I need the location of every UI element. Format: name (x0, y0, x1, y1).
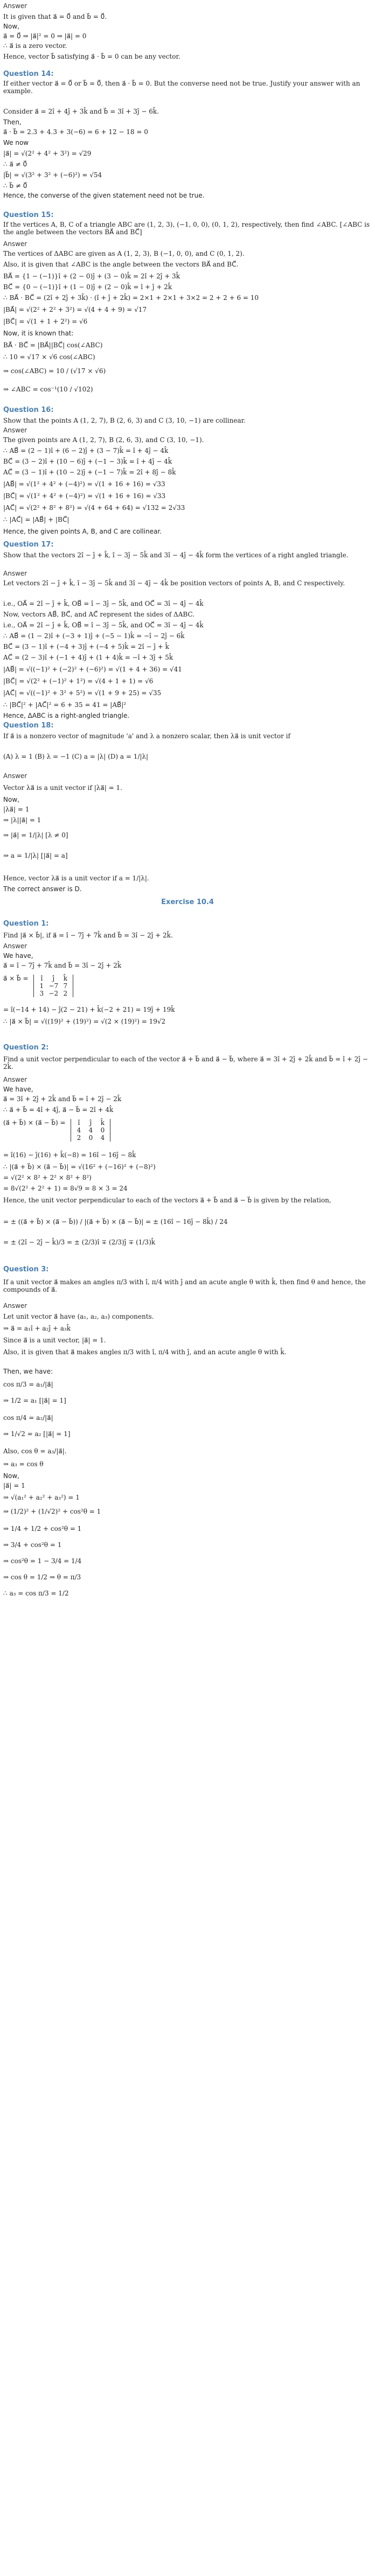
matrix-cell: k̂ (100, 1119, 105, 1126)
matrix-cell: î (40, 975, 43, 982)
text-line: ⇒ √(a₁² + a₂² + a₃²) = 1 (3, 1494, 80, 1501)
matrix-cell: 0 (88, 1134, 93, 1142)
text-line: |a⃗| = 1 (3, 1482, 25, 1489)
exercise-heading: Exercise 10.4 (161, 898, 214, 906)
text-line: The given points are A (1, 2, 7), B (2, 6, 3), and C (3, 10, −1). (3, 436, 204, 444)
text-line: We have, (3, 1086, 33, 1093)
text-line: ∴ BA⃗ · BC⃗ = (2î + 2ĵ + 3k̂) · (î + ĵ + 2k̂) = 2×1 + 2×1 + 3×2 = 2 + 2 + 6 = 10 (3, 294, 259, 302)
question-heading: Question 3: (3, 1265, 49, 1273)
text-line: Let vectors 2î − ĵ + k̂, î − 3ĵ − 5k̂ and 3î − 4ĵ − 4k̂ be position vectors of points A, B, and C respectively. (3, 579, 345, 587)
matrix-cell: −2 (48, 990, 59, 997)
text-line: Then, we have: (3, 1368, 53, 1375)
text-line: BC⃗ = (3 − 1)î + (−4 + 3)ĵ + (−4 + 5)k̂ = 2î − ĵ + k̂ (3, 643, 169, 650)
text-line: ∴ |a⃗ × b⃗| = √((19)² + (19)²) = √(2 × (19)²) = 19√2 (3, 1018, 166, 1025)
text-line: Then, (3, 118, 22, 126)
text-line: = î(16) − ĵ(16) + k̂(−8) = 16î − 16ĵ − 8k̂ (3, 1151, 136, 1159)
text-line: ∴ AB⃗ = (1 − 2)î + (−3 + 1)ĵ + (−5 − 1)k̂ = −î − 2ĵ − 6k̂ (3, 632, 185, 640)
text-line: Also, it is given that ∠ABC is the angle between the vectors BA⃗ and BC⃗. (3, 261, 239, 268)
matrix-cell: 4 (100, 1134, 105, 1142)
text-line: ⇒ cos θ = 1/2 ⇒ θ = π/3 (3, 1573, 81, 1581)
determinant-label: a⃗ × b⃗ = (3, 975, 29, 982)
question-heading: Question 14: (3, 70, 54, 78)
text-line: ⇒ a = 1/|λ| [|a⃗| = a] (3, 852, 68, 859)
text-line: a⃗ = 0⃗ ⇒ |a⃗|² = 0 ⇒ |a⃗| = 0 (3, 32, 87, 40)
answer-label: Answer (3, 240, 27, 248)
text-line: = ± (2î − 2ĵ − k̂)/3 = ± (2/3)î ∓ (2/3)ĵ ∓ (1/3)k̂ (3, 1238, 156, 1246)
answer-label: Answer (3, 570, 27, 577)
text-line: |BC⃗| = √(1² + 4² + (−4)²) = √(1 + 16 + 16) = √33 (3, 492, 166, 500)
text-line: ⇒ 3/4 + cos²θ = 1 (3, 1541, 62, 1549)
text-line: = 8√(2² + 2² + 1) = 8√9 = 8 × 3 = 24 (3, 1185, 128, 1192)
text-line: i.e., OA⃗ = 2î − ĵ + k̂, OB⃗ = î − 3ĵ − 5k̂, and OC⃗ = 3î − 4ĵ − 4k̂ (3, 600, 204, 607)
question-heading: Question 2: (3, 1044, 49, 1052)
question-text: If a⃗ is a nonzero vector of magnitude 'a' and λ a nonzero scalar, then λa⃗ is unit vector if (3, 732, 290, 740)
text-line: cos π/4 = a₂/|a⃗| (3, 1414, 53, 1422)
text-line: ⇒ 1/4 + 1/2 + cos²θ = 1 (3, 1525, 82, 1532)
determinant-label: (a⃗ + b⃗) × (a⃗ − b⃗) = (3, 1119, 66, 1126)
text-line: ⇒ 1/2 = a₁ [|a⃗| = 1] (3, 1397, 66, 1404)
matrix-cell: 4 (88, 1126, 93, 1134)
text-line: |BC⃗| = √(2² + (−1)² + 1²) = √(4 + 1 + 1) = √6 (3, 677, 154, 685)
text-line: |AB⃗| = √((−1)² + (−2)² + (−6)²) = √(1 + 4 + 36) = √41 (3, 666, 182, 673)
question-heading: Question 17: (3, 541, 54, 549)
text-line: Also, cos θ = a₃/|a⃗|. (3, 1447, 67, 1455)
text-line: Hence, vector b⃗ satisfying a⃗ · b⃗ = 0 can be any vector. (3, 53, 180, 60)
answer-label: Answer (3, 1302, 27, 1310)
answer-label: Answer (3, 772, 27, 780)
text-line: Now, vectors AB⃗, BC⃗, and AC⃗ represent the sides of ΔABC. (3, 611, 195, 618)
text-line: ⇒ a₃ = cos θ (3, 1460, 44, 1468)
text-line: ∴ |(a⃗ + b⃗) × (a⃗ − b⃗)| = √(16² + (−16)² + (−8)²) (3, 1163, 156, 1171)
text-line: We have, (3, 952, 33, 960)
matrix-cell: 1 (39, 982, 44, 990)
determinant-matrix (33, 975, 73, 997)
text-line: |a⃗| = √(2² + 4² + 3²) = √29 (3, 150, 92, 157)
matrix-cell: 0 (100, 1126, 105, 1134)
text-line: AC⃗ = (2 − 3)î + (−1 + 4)ĵ + (1 + 4)k̂ = −î + 3ĵ + 5k̂ (3, 654, 173, 661)
question-text: If either vector a⃗ = 0⃗ or b⃗ = 0⃗, then a⃗ · b⃗ = 0. But the converse need not be true. Justify your answer with an example. (3, 80, 360, 95)
text-line: ⇒ a⃗ = a₁î + a₂ĵ + a₃k̂ (3, 1325, 71, 1332)
text-line: ∴ a⃗ + b⃗ = 4î + 4ĵ, a⃗ − b⃗ = 2î + 4k̂ (3, 1106, 114, 1114)
answer-label: Answer (3, 1076, 27, 1083)
text-line: Also, it is given that a⃗ makes angles π/3 with î, π/4 with ĵ, and an acute angle θ with k̂. (3, 1348, 287, 1356)
text-line: = î(−14 + 14) − ĵ(2 − 21) + k̂(−2 + 21) = 19ĵ + 19k̂ (3, 1006, 175, 1013)
text-line: ⇒ |a⃗| = 1/|λ| [λ ≠ 0] (3, 831, 68, 839)
text-line: Now, (3, 23, 19, 30)
text-line: Consider a⃗ = 2î + 4ĵ + 3k̂ and b⃗ = 3î + 3ĵ − 6k̂. (3, 108, 159, 115)
question-heading: Question 16: (3, 406, 54, 414)
text-line: Vector λa⃗ is a unit vector if |λa⃗| = 1. (3, 784, 122, 792)
text-line: a⃗ = î − 7ĵ + 7k̂ and b⃗ = 3î − 2ĵ + 2k̂ (3, 962, 122, 969)
text-line: We now (3, 139, 29, 146)
text-line: |BA⃗| = √(2² + 2² + 3²) = √(4 + 4 + 9) = √17 (3, 306, 147, 313)
text-line: ⇒ (1/2)² + (1/√2)² + cos²θ = 1 (3, 1508, 101, 1515)
text-line: ⇒ cos²θ = 1 − 3/4 = 1/4 (3, 1557, 82, 1565)
text-line: BA⃗ = {1 − (−1)}î + (2 − 0)ĵ + (3 − 0)k̂ = 2î + 2ĵ + 3k̂ (3, 272, 180, 280)
text-line: |AC⃗| = √((−1)² + 3² + 5²) = √(1 + 9 + 25) = √35 (3, 689, 162, 697)
text-line: Hence, the unit vector perpendicular to each of the vectors a⃗ + b⃗ and a⃗ − b⃗ is given by the relation, (3, 1196, 331, 1204)
text-line: ⇒ |λ||a⃗| = 1 (3, 816, 41, 824)
text-line: The vertices of ΔABC are given as A (1, 2, 3), B (−1, 0, 0), and C (0, 1, 2). (3, 250, 245, 257)
question-text: Find |a⃗ × b⃗|, if a⃗ = î − 7ĵ + 7k̂ and b⃗ = 3î − 2ĵ + 2k̂. (3, 932, 173, 939)
answer-label: Answer (3, 942, 27, 950)
answer-label: Answer (3, 2, 27, 10)
determinant (3, 1119, 372, 1142)
matrix-cell: k̂ (63, 975, 67, 982)
matrix-cell: î (78, 1119, 80, 1126)
answer-label: Answer (3, 426, 27, 434)
text-line: Hence, the given points A, B, and C are collinear. (3, 528, 162, 535)
text-line: Hence, ΔABC is a right-angled triangle. (3, 712, 130, 719)
text-line: ∴ 10 = √17 × √6 cos(∠ABC) (3, 353, 95, 361)
text-line: = ± ((a⃗ + b⃗) × (a⃗ − b⃗)) / |(a⃗ + b⃗) × (a⃗ − b⃗)| = ± (16î − 16ĵ − 8k̂) / 24 (3, 1218, 228, 1226)
text-line: |AC⃗| = √(2² + 8² + 8²) = √(4 + 64 + 64) = √132 = 2√33 (3, 504, 185, 512)
text-line: = √(2² × 8² + 2² × 8² + 8²) (3, 1174, 92, 1181)
text-line: It is given that a⃗ = 0⃗ and b⃗ = 0⃗. (3, 13, 107, 20)
text-line: ∴ a⃗ is a zero vector. (3, 42, 67, 50)
question-text: Find a unit vector perpendicular to each of the vector a⃗ + b⃗ and a⃗ − b⃗, where a⃗ = 3î + 2ĵ + 2k̂ and b⃗ = î + 2ĵ − 2k̂. (3, 1055, 368, 1070)
text-line: BC⃗ = (3 − 2)î + (10 − 6)ĵ + (−1 − 3)k̂ = î + 4ĵ − 4k̂ (3, 458, 172, 465)
text-line: a⃗ · b⃗ = 2.3 + 4.3 + 3(−6) = 6 + 12 − 18 = 0 (3, 128, 148, 136)
text-line: ⇒ cos(∠ABC) = 10 / (√17 × √6) (3, 367, 106, 375)
question-text: Show that the points A (1, 2, 7), B (2, 6, 3) and C (3, 10, −1) are collinear. (3, 417, 246, 424)
text-line: ∴ b⃗ ≠ 0⃗ (3, 182, 27, 190)
text-line: Let unit vector a⃗ have (a₁, a₂, a₃) components. (3, 1313, 154, 1320)
text-line: Since a⃗ is a unit vector, |a⃗| = 1. (3, 1336, 106, 1344)
text-line: Now, (3, 796, 19, 803)
text-line: Now, it is known that: (3, 330, 74, 337)
text-line: ∴ a₃ = cos π/3 = 1/2 (3, 1590, 69, 1597)
text-line: |AB⃗| = √(1² + 4² + (−4)²) = √(1 + 16 + 16) = √33 (3, 480, 165, 488)
matrix-cell: 3 (39, 990, 44, 997)
matrix-cell: −7 (48, 982, 59, 990)
question-options: (A) λ = 1 (B) λ = −1 (C) a = |λ| (D) a = 1/|λ| (3, 753, 149, 760)
matrix-cell: 2 (63, 990, 68, 997)
question-text: Show that the vectors 2î − ĵ + k̂, î − 3ĵ − 5k̂ and 3î − 4ĵ − 4k̂ form the vertices of a right angled triangle. (3, 551, 349, 559)
text-line: cos π/3 = a₁/|a⃗| (3, 1381, 53, 1388)
text-line: ∴ |AC⃗| = |AB⃗| + |BC⃗| (3, 516, 70, 523)
text-line: ∴ |BC⃗|² + |AC⃗|² = 6 + 35 = 41 = |AB⃗|² (3, 701, 127, 709)
question-heading: Question 18: (3, 722, 54, 730)
matrix-cell: 7 (63, 982, 68, 990)
matrix-cell: ĵ (52, 975, 55, 982)
text-line: BC⃗ = {0 − (−1)}î + (1 − 0)ĵ + (2 − 0)k̂ = î + ĵ + 2k̂ (3, 283, 172, 291)
question-text: If the vertices A, B, C of a triangle ABC are (1, 2, 3), (−1, 0, 0), (0, 1, 2), respectively, then find ∠ABC. [∠ABC is the angle between the vectors BA⃗ and BC⃗] (3, 221, 370, 236)
text-line: Now, (3, 1472, 19, 1480)
matrix-cell: 2 (77, 1134, 81, 1142)
text-line: |BC⃗| = √(1 + 1 + 2²) = √6 (3, 318, 88, 325)
text-line: ⇒ 1/√2 = a₂ [|a⃗| = 1] (3, 1430, 71, 1438)
text-line: |λa⃗| = 1 (3, 806, 30, 813)
text-line: Hence, the converse of the given statement need not be true. (3, 192, 205, 199)
determinant (3, 975, 372, 997)
text-line: ⇒ ∠ABC = cos⁻¹(10 / √102) (3, 386, 93, 393)
text-line: i.e., OA⃗ = 2î − ĵ + k̂, OB⃗ = î − 3ĵ − 5k̂, and OC⃗ = 3î − 4ĵ − 4k̂ (3, 621, 204, 629)
text-line: Hence, vector λa⃗ is a unit vector if a = 1/|λ|. (3, 874, 149, 882)
question-heading: Question 1: (3, 920, 49, 928)
text-line: The correct answer is D. (3, 885, 82, 893)
text-line: a⃗ = 3î + 2ĵ + 2k̂ and b⃗ = î + 2ĵ − 2k̂ (3, 1095, 122, 1103)
text-line: |b⃗| = √(3² + 3² + (−6)²) = √54 (3, 171, 102, 179)
question-heading: Question 15: (3, 211, 54, 219)
text-line: ∴ a⃗ ≠ 0⃗ (3, 160, 27, 168)
determinant-matrix (71, 1119, 110, 1142)
matrix-cell: ĵ (89, 1119, 92, 1126)
question-text: If a unit vector a⃗ makes an angles π/3 with î, π/4 with ĵ and an acute angle θ with k̂, then find θ and hence, the compounds of a⃗. (3, 1278, 366, 1293)
text-line: ∴ AB⃗ = (2 − 1)î + (6 − 2)ĵ + (3 − 7)k̂ = î + 4ĵ − 4k̂ (3, 447, 169, 454)
matrix-cell: 4 (77, 1126, 81, 1134)
text-line: AC⃗ = (3 − 1)î + (10 − 2)ĵ + (−1 − 7)k̂ = 2î + 8ĵ − 8k̂ (3, 468, 176, 476)
text-line: BA⃗ · BC⃗ = |BA⃗||BC⃗| cos(∠ABC) (3, 341, 103, 349)
